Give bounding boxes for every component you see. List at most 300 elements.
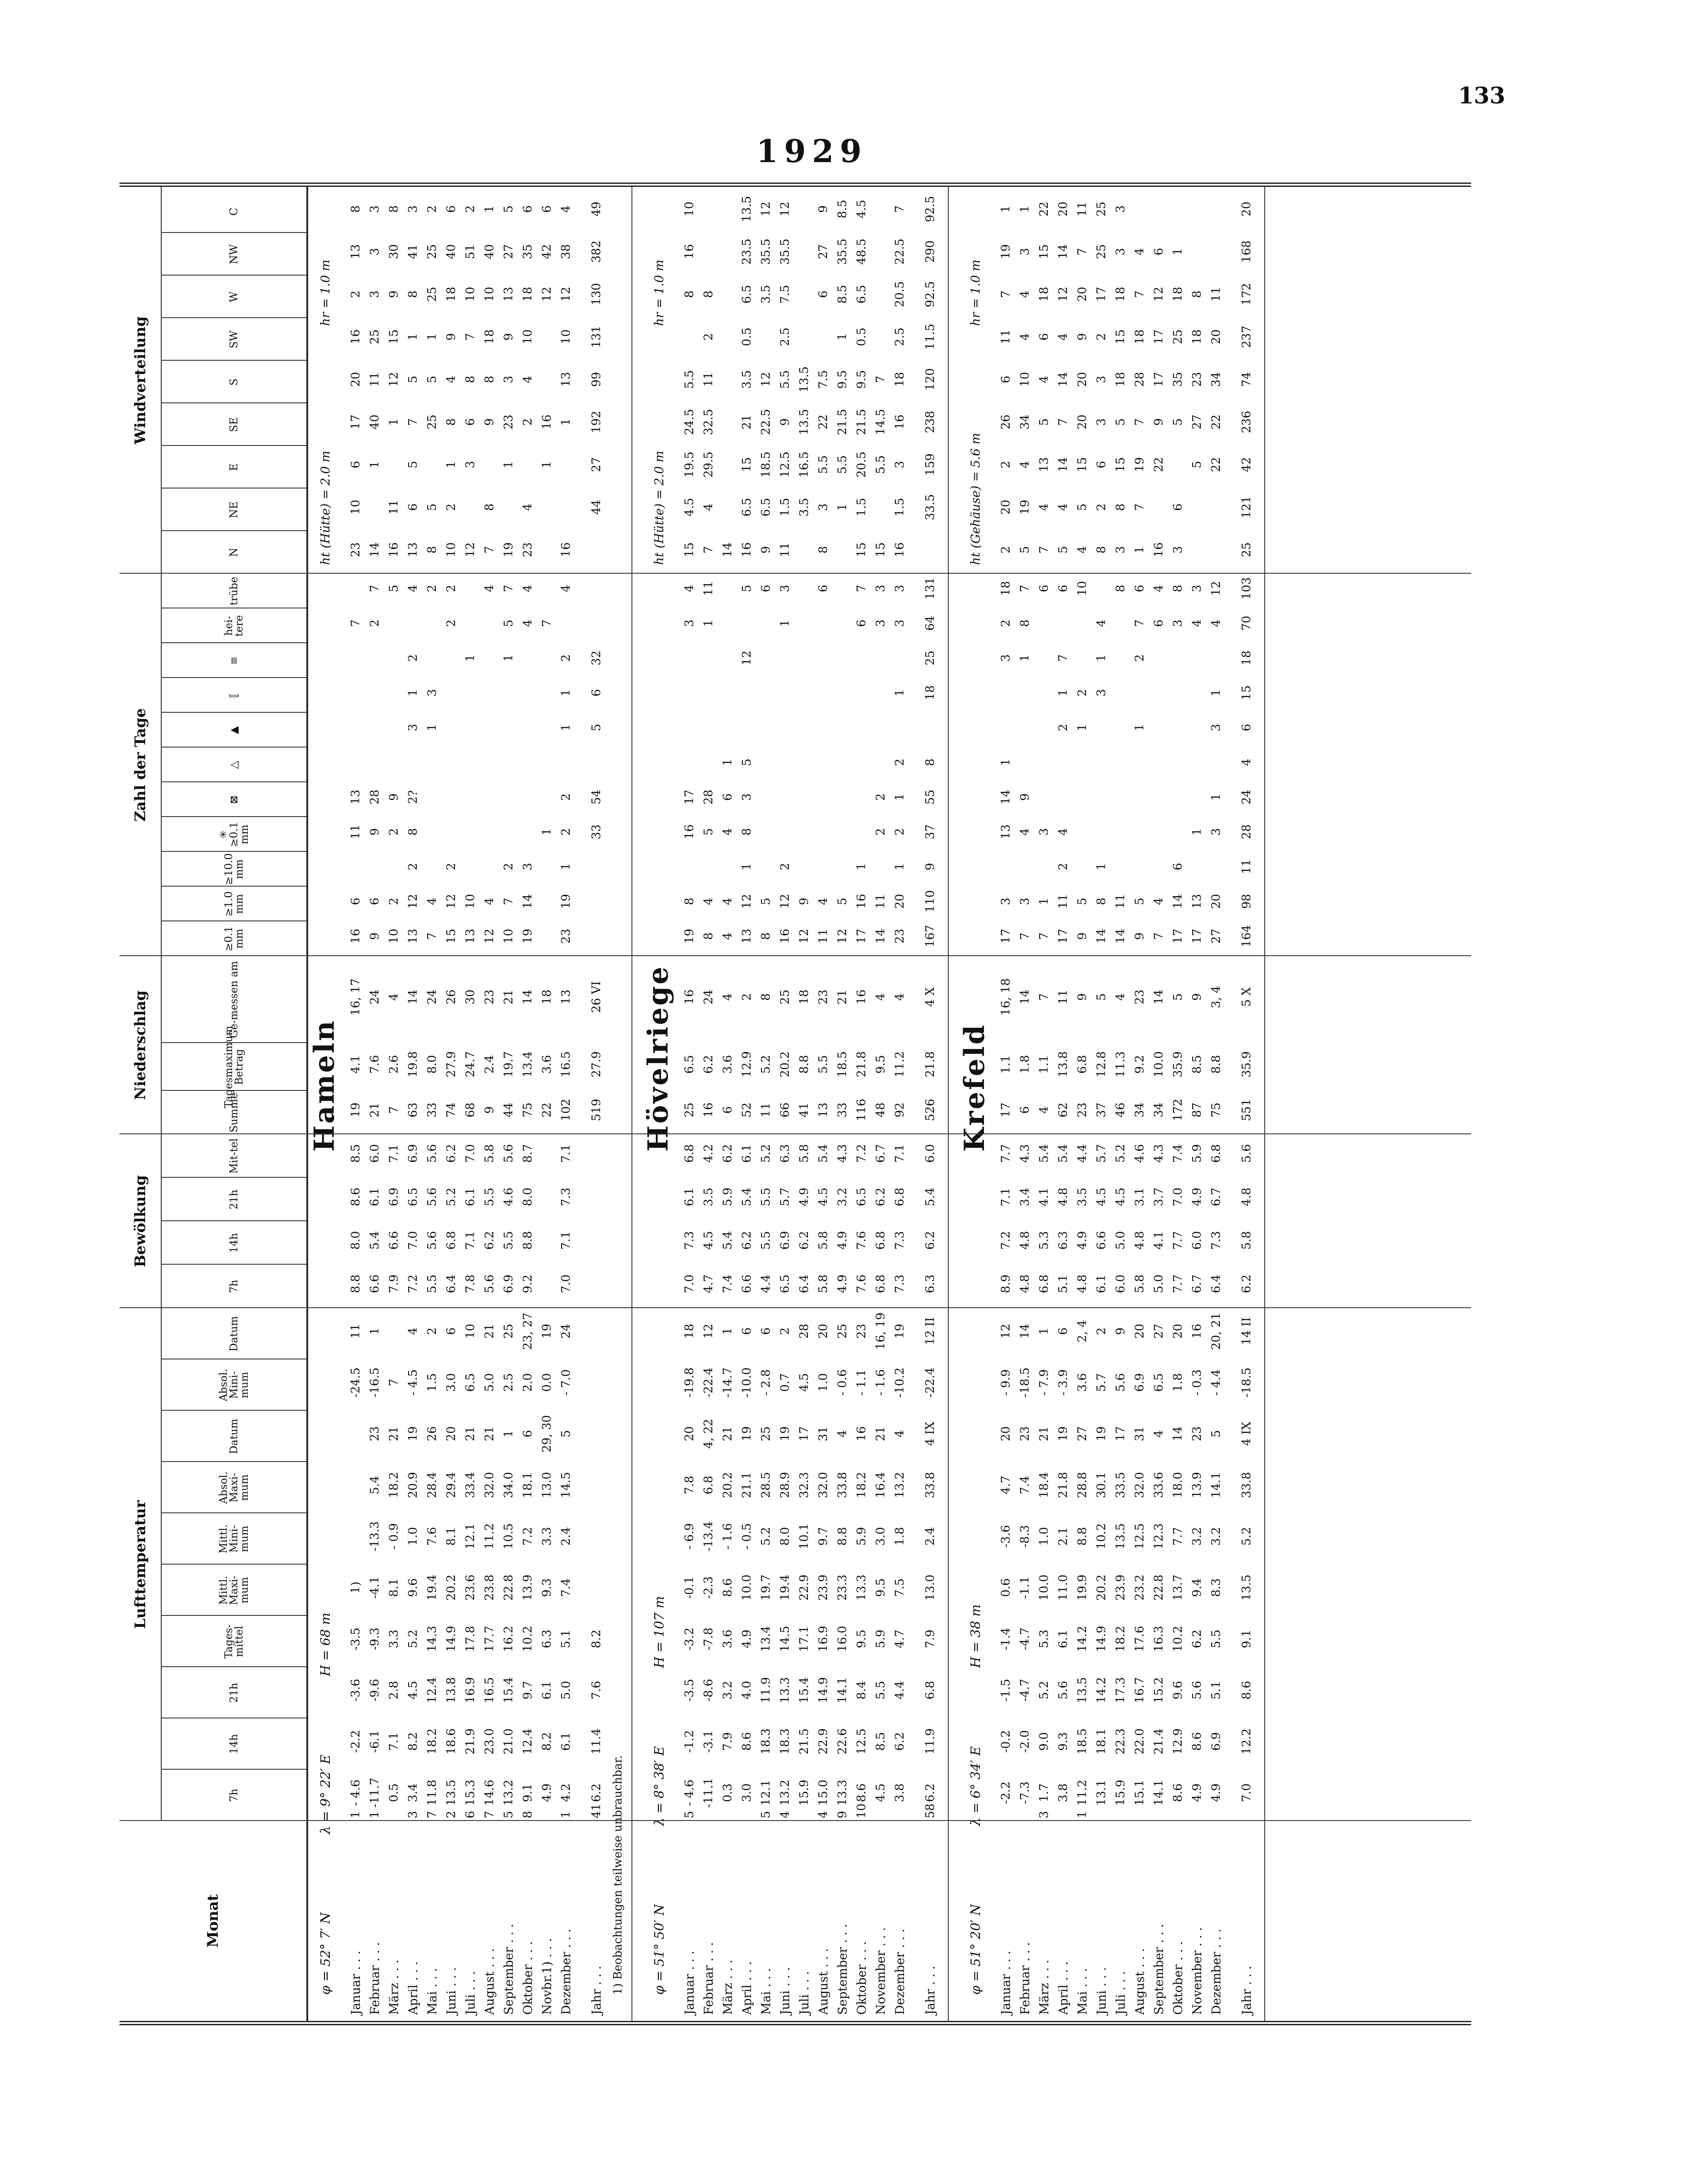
table-cell: 1 xyxy=(1018,654,1032,662)
page-number: 133 xyxy=(1458,83,1505,109)
table-cell: - 1.6 xyxy=(874,1369,887,1396)
table-cell: 18 xyxy=(1133,329,1146,345)
table-cell: 4.9 xyxy=(1190,1783,1204,1802)
table-cell: 23.9 xyxy=(1114,1574,1127,1601)
table-cell: -2.2 xyxy=(999,1781,1013,1804)
table-cell: 2.6 xyxy=(387,1055,401,1074)
table-cell: 116 xyxy=(855,1099,868,1121)
table-cell: 3 xyxy=(1095,689,1108,697)
table-cell: 22.8 xyxy=(502,1574,515,1601)
table-cell: 13.9 xyxy=(521,1574,535,1601)
table-cell: 20 xyxy=(1133,1323,1146,1339)
table-cell: -1.2 xyxy=(683,1730,696,1753)
table-cell: 6 xyxy=(349,461,362,468)
table-cell: 3.3 xyxy=(540,1527,554,1546)
table-cell: 58 xyxy=(924,1803,937,1818)
table-cell: 1 xyxy=(559,1811,573,1818)
month-label: Jahr . . . xyxy=(1239,1966,1254,2015)
table-cell: 3 xyxy=(683,619,696,627)
table-cell: 3.0 xyxy=(445,1373,458,1392)
table-cell: 19 xyxy=(1095,1426,1108,1442)
table-cell: 4 xyxy=(425,897,439,905)
table-cell: 3.6 xyxy=(1076,1373,1089,1392)
table-cell: 23.6 xyxy=(464,1574,477,1601)
table-cell: -10.0 xyxy=(740,1367,754,1398)
table-cell: 2 xyxy=(445,503,458,511)
table-cell: 6.8 xyxy=(1076,1055,1089,1074)
station-coordinates xyxy=(319,1535,332,1995)
table-cell: 131 xyxy=(924,577,937,600)
table-cell: 5.4 xyxy=(368,1475,382,1495)
table-cell: 4.9 xyxy=(540,1783,554,1802)
table-cell: 5 xyxy=(740,758,754,766)
table-cell: 21.8 xyxy=(924,1051,937,1078)
table-cell: 14 xyxy=(874,928,887,944)
table-cell: 27 xyxy=(817,244,830,259)
table-cell: 11.2 xyxy=(893,1051,907,1078)
table-cell: 35.9 xyxy=(1171,1051,1185,1078)
table-cell: 17 xyxy=(798,1426,811,1442)
table-cell: 7 xyxy=(1133,418,1146,426)
table-cell: 16.5 xyxy=(483,1677,496,1704)
table-row xyxy=(350,187,369,2021)
table-cell: 4.9 xyxy=(1190,1187,1204,1206)
table-cell: 16 xyxy=(683,989,696,1005)
column-header-21: ✳ ≥0.1 mm xyxy=(217,821,250,847)
table-cell: 34 xyxy=(1018,414,1032,430)
table-cell: 12 xyxy=(445,894,458,909)
table-cell: 28 xyxy=(798,1323,811,1339)
table-row xyxy=(894,187,913,2021)
table-cell: 14.9 xyxy=(445,1625,458,1652)
header-bewoelkung: Bewölkung xyxy=(120,1134,162,1308)
table-cell: 0.5 xyxy=(387,1783,401,1802)
table-cell: 4.9 xyxy=(798,1187,811,1206)
table-cell: 13 xyxy=(740,928,754,944)
table-cell: 20 xyxy=(1210,894,1223,909)
table-cell: 4.8 xyxy=(1018,1274,1032,1293)
table-cell: 4.8 xyxy=(1057,1187,1070,1206)
table-cell: 13.5 xyxy=(445,1779,458,1806)
table-cell: 29, 30 xyxy=(540,1415,554,1452)
table-cell: 4 xyxy=(521,585,535,592)
table-cell: 6 xyxy=(1240,724,1253,731)
table-cell: 32.0 xyxy=(817,1472,830,1499)
table-cell: 33.6 xyxy=(1152,1472,1166,1499)
table-cell: 10 xyxy=(464,286,477,302)
table-cell: 20 xyxy=(1171,1323,1185,1339)
table-cell: 8.5 xyxy=(349,1144,362,1163)
table-cell: 1 xyxy=(502,461,515,468)
table-cell: 4 xyxy=(1076,546,1089,554)
table-cell: 34 xyxy=(1152,1102,1166,1118)
table-cell: 10 xyxy=(387,928,401,944)
table-cell: 5 xyxy=(1210,1430,1223,1438)
table-row xyxy=(522,187,541,2021)
table-cell: 6.1 xyxy=(464,1187,477,1206)
table-cell: 4 xyxy=(778,1811,792,1818)
table-cell: 20 xyxy=(999,1426,1013,1442)
table-cell: 8 xyxy=(445,418,458,426)
table-cell: 23 xyxy=(893,928,907,944)
table-cell: 19.8 xyxy=(406,1051,420,1078)
table-cell: 24 xyxy=(702,989,715,1005)
table-cell: 2 xyxy=(999,461,1013,468)
table-cell: 1.5 xyxy=(778,498,792,517)
table-cell: 8 xyxy=(924,758,937,766)
month-label: Oktober . . . xyxy=(854,1941,869,2015)
table-cell: 23 xyxy=(817,989,830,1005)
table-cell: 1 xyxy=(425,333,439,341)
table-cell: 3 xyxy=(1190,585,1204,592)
table-cell: 4 xyxy=(521,619,535,627)
table-cell: 4.7 xyxy=(893,1629,907,1648)
table-cell: 6.1 xyxy=(368,1187,382,1206)
table-cell: 4 xyxy=(387,993,401,1001)
table-cell: 7 xyxy=(855,585,868,592)
table-cell: 15 xyxy=(683,542,696,558)
table-row xyxy=(760,187,779,2021)
table-cell: 9.5 xyxy=(874,1578,887,1597)
table-cell: 6 xyxy=(1095,461,1108,468)
table-cell: 19 xyxy=(1133,457,1146,472)
table-cell: 8 xyxy=(1018,619,1032,627)
table-cell: 12 xyxy=(1152,286,1166,302)
table-cell: 13 xyxy=(464,928,477,944)
table-cell: 6.6 xyxy=(740,1274,754,1293)
table-cell: 6 xyxy=(464,418,477,426)
table-cell: 5.8 xyxy=(798,1144,811,1163)
table-cell: 7.0 xyxy=(464,1144,477,1163)
table-cell: 21.9 xyxy=(464,1728,477,1755)
table-cell: 5.5 xyxy=(874,1681,887,1700)
header-niederschlag: Niederschlag xyxy=(120,956,162,1134)
table-cell: 5.4 xyxy=(924,1187,937,1206)
month-label: Juli . . . xyxy=(463,1971,478,2015)
table-cell: 6.2 xyxy=(1190,1629,1204,1648)
table-cell: 17 xyxy=(1190,928,1204,944)
table-cell: 6.2 xyxy=(702,1055,715,1074)
table-cell: 8 xyxy=(1171,585,1185,592)
table-cell: 1 xyxy=(559,418,573,426)
table-cell: 4 xyxy=(1037,1106,1051,1114)
table-cell: 2 xyxy=(368,619,382,627)
column-divider xyxy=(161,1512,306,1513)
table-cell: 3.6 xyxy=(721,1629,734,1648)
table-cell: 12 xyxy=(702,1323,715,1339)
table-cell: 7 xyxy=(483,1811,496,1818)
table-cell: 7.4 xyxy=(1018,1475,1032,1495)
table-cell: 13 xyxy=(349,244,362,259)
table-cell: 23, 27 xyxy=(521,1312,535,1350)
station-coordinates xyxy=(970,1526,983,1995)
table-cell: 0.0 xyxy=(540,1373,554,1392)
table-cell: 6.2 xyxy=(893,1732,907,1751)
table-cell: 14 xyxy=(1095,928,1108,944)
table-cell: 8.6 xyxy=(740,1732,754,1751)
table-cell: 6 xyxy=(445,1327,458,1335)
table-row xyxy=(856,187,875,2021)
table-cell: 15 xyxy=(740,457,754,472)
column-divider xyxy=(161,1410,306,1411)
table-cell: 6.8 xyxy=(683,1144,696,1163)
table-header xyxy=(120,187,308,2021)
table-cell: 16 xyxy=(855,989,868,1005)
table-cell: 3.7 xyxy=(1152,1187,1166,1206)
table-cell: 25 xyxy=(425,286,439,302)
table-cell: 9.5 xyxy=(874,1055,887,1074)
table-cell: 8.6 xyxy=(1190,1732,1204,1751)
table-cell: 1 xyxy=(893,793,907,801)
table-cell: 0.7 xyxy=(778,1373,792,1392)
table-cell: 8.8 xyxy=(349,1274,362,1293)
table-cell: 22.6 xyxy=(836,1728,849,1755)
coordinate-value: λ = 8° 38′ E xyxy=(652,1746,667,1826)
table-cell: 9.3 xyxy=(1057,1732,1070,1751)
table-cell: 13.7 xyxy=(1171,1574,1185,1601)
table-cell: 7 xyxy=(702,546,715,554)
table-cell: 13.5 xyxy=(798,409,811,435)
table-cell: 14 xyxy=(521,894,535,909)
table-cell: 14 xyxy=(1114,928,1127,944)
table-cell: 5.3 xyxy=(1037,1231,1051,1250)
table-cell: 12.4 xyxy=(521,1728,535,1755)
table-cell: -4.7 xyxy=(1018,1627,1032,1651)
table-cell: 16 xyxy=(1190,1323,1204,1339)
table-cell: 5.6 xyxy=(483,1274,496,1293)
table-cell: 4 IX xyxy=(924,1422,937,1446)
table-cell: 9.2 xyxy=(521,1274,535,1293)
month-label: Dezember . . . xyxy=(559,1928,573,2015)
table-row xyxy=(924,187,944,2021)
table-cell: 7 xyxy=(502,585,515,592)
table-cell: -3.2 xyxy=(683,1627,696,1651)
table-cell: 18 xyxy=(683,1323,696,1339)
table-cell: 1.8 xyxy=(893,1527,907,1546)
table-cell: 11.8 xyxy=(425,1779,439,1806)
table-cell: 1 xyxy=(406,333,420,341)
table-cell: 9.7 xyxy=(817,1527,830,1546)
table-cell: 23 xyxy=(1018,1426,1032,1442)
table-cell: 4 xyxy=(1240,758,1253,766)
table-cell: 98 xyxy=(1240,894,1253,909)
table-cell: 7.6 xyxy=(855,1231,868,1250)
table-cell: 9 xyxy=(368,828,382,836)
table-cell: 8.1 xyxy=(445,1527,458,1546)
table-cell: 4 xyxy=(406,585,420,592)
table-cell: 17.3 xyxy=(1114,1677,1127,1704)
table-cell: -19.8 xyxy=(683,1367,696,1398)
table-cell: 5.6 xyxy=(425,1231,439,1250)
table-cell: - 7.0 xyxy=(559,1369,573,1396)
table-cell: 4.3 xyxy=(1018,1144,1032,1163)
table-cell: 7.2 xyxy=(406,1274,420,1293)
column-divider xyxy=(161,642,306,643)
table-cell: 7.9 xyxy=(924,1629,937,1648)
table-cell: 15 xyxy=(1114,329,1127,345)
table-cell: 8 xyxy=(759,993,773,1001)
table-cell: 18 xyxy=(893,372,907,387)
month-label: Februar . . . xyxy=(701,1942,716,2015)
table-cell: 7 xyxy=(1037,993,1051,1001)
table-cell: 11 xyxy=(874,894,887,909)
coordinate-value: λ = 6° 34′ E xyxy=(968,1746,984,1826)
table-cell: 21.0 xyxy=(502,1728,515,1755)
table-cell: 10 xyxy=(559,329,573,345)
table-cell: 7.3 xyxy=(559,1187,573,1206)
table-cell: 2 xyxy=(1057,863,1070,871)
table-cell: 7.5 xyxy=(778,285,792,304)
table-cell: 4 xyxy=(721,932,734,940)
table-cell: 15 xyxy=(1076,457,1089,472)
table-cell: 14 xyxy=(1018,989,1032,1005)
table-cell: 5.5 xyxy=(817,455,830,474)
table-cell: 32.0 xyxy=(483,1472,496,1499)
table-cell: 21.8 xyxy=(855,1051,868,1078)
table-cell: 6 xyxy=(1037,585,1051,592)
table-cell: 12 xyxy=(406,894,420,909)
table-cell: 21 xyxy=(387,1426,401,1442)
table-cell: 34 xyxy=(1133,1102,1146,1118)
month-label: August . . . xyxy=(816,1948,831,2015)
table-cell: 15.4 xyxy=(798,1677,811,1704)
table-cell: 1.0 xyxy=(817,1373,830,1392)
table-cell: 2 xyxy=(425,585,439,592)
table-cell: 13.0 xyxy=(924,1574,937,1601)
table-cell: 4.5 xyxy=(855,199,868,219)
table-cell: 6.6 xyxy=(368,1274,382,1293)
table-cell: 6.3 xyxy=(1057,1231,1070,1250)
table-cell: 14 xyxy=(721,542,734,558)
table-cell: 7.3 xyxy=(893,1274,907,1293)
table-cell: 6.5 xyxy=(778,1274,792,1293)
table-cell: 9.6 xyxy=(406,1578,420,1597)
table-cell: 2 xyxy=(893,758,907,766)
table-cell: 26 xyxy=(999,414,1013,430)
table-cell: 18.5 xyxy=(836,1051,849,1078)
table-cell: 5 xyxy=(759,897,773,905)
table-cell: 4 xyxy=(1018,290,1032,298)
month-label: Mai . . . xyxy=(425,1968,439,2015)
table-cell: 22.0 xyxy=(1133,1728,1146,1755)
column-header-17: Ge-messen am xyxy=(227,961,240,1038)
table-cell: 4.1 xyxy=(349,1055,362,1074)
table-cell: 14.1 xyxy=(1210,1472,1223,1499)
table-cell: 4 xyxy=(1018,461,1032,468)
table-cell: 11 xyxy=(1076,201,1089,217)
table-cell: 1 xyxy=(721,1327,734,1335)
table-cell: 23.8 xyxy=(483,1574,496,1601)
column-header-12: 14h xyxy=(227,1233,240,1253)
table-cell: 13 xyxy=(559,372,573,387)
table-cell: 20 xyxy=(1057,201,1070,217)
month-label: Januar . . . xyxy=(999,1950,1013,2015)
table-cell: -10.2 xyxy=(893,1367,907,1398)
table-cell: 13 xyxy=(502,286,515,302)
table-cell: 5 xyxy=(590,724,603,731)
table-cell: 4.5 xyxy=(1095,1187,1108,1206)
table-cell: 8.0 xyxy=(521,1187,535,1206)
table-cell: 3.6 xyxy=(721,1055,734,1074)
table-cell: 6.2 xyxy=(798,1231,811,1250)
column-header-11: 7h xyxy=(227,1279,240,1293)
table-cell: 15.2 xyxy=(1152,1677,1166,1704)
table-cell: 13.5 xyxy=(740,196,754,223)
table-cell: 48 xyxy=(874,1102,887,1118)
table-cell: 5 xyxy=(1076,897,1089,905)
table-cell: 2.4 xyxy=(559,1527,573,1546)
table-cell: -3.1 xyxy=(702,1730,715,1753)
table-cell: 8 xyxy=(349,205,362,213)
table-cell: 6 xyxy=(721,793,734,801)
table-cell: 6 xyxy=(368,897,382,905)
table-cell: 5 xyxy=(387,585,401,592)
table-cell: 4.0 xyxy=(740,1681,754,1700)
table-cell: -2.2 xyxy=(349,1730,362,1753)
table-cell: 7.8 xyxy=(464,1274,477,1293)
table-cell: 4 xyxy=(1152,1430,1166,1438)
table-cell: 6.4 xyxy=(1210,1274,1223,1293)
table-cell: -18.5 xyxy=(1018,1367,1032,1398)
table-cell: 8.0 xyxy=(778,1527,792,1546)
table-cell: 130 xyxy=(590,283,603,306)
table-cell: 8.5 xyxy=(874,1732,887,1751)
table-cell: 12 xyxy=(798,928,811,944)
column-header-27: hei-tere xyxy=(222,615,245,637)
table-cell: 7 xyxy=(1076,248,1089,256)
table-row xyxy=(407,187,426,2021)
month-label: September . . . xyxy=(1152,1924,1166,2015)
table-cell: 3 xyxy=(1018,897,1032,905)
table-cell: 11 xyxy=(759,1102,773,1118)
table-cell: 10 xyxy=(1018,372,1032,387)
table-cell: 28 xyxy=(702,789,715,805)
table-cell: 12.8 xyxy=(1095,1051,1108,1078)
table-cell: -4.7 xyxy=(1018,1678,1032,1702)
table-cell: 19 xyxy=(1018,499,1032,515)
table-cell: 18.2 xyxy=(425,1728,439,1755)
table-cell: 23.2 xyxy=(1133,1574,1146,1601)
table-cell: 13 xyxy=(349,789,362,805)
column-divider xyxy=(161,816,306,817)
table-cell: 2 xyxy=(874,793,887,801)
table-cell: 4 xyxy=(483,585,496,592)
table-cell: 5 xyxy=(1171,418,1185,426)
table-cell: 5.2 xyxy=(1114,1144,1127,1163)
table-cell: 17 xyxy=(1152,329,1166,345)
table-cell: 6 xyxy=(817,585,830,592)
table-cell: 8.3 xyxy=(1210,1578,1223,1597)
month-label: Februar . . . xyxy=(1018,1942,1032,2015)
table-cell: 6 xyxy=(759,585,773,592)
table-cell: -4.1 xyxy=(368,1576,382,1599)
table-cell: 2 xyxy=(874,828,887,836)
table-cell: 13 xyxy=(1037,457,1051,472)
table-cell: 4.5 xyxy=(817,1187,830,1206)
table-cell: 23 xyxy=(521,542,535,558)
table-cell: 35 xyxy=(1171,372,1185,387)
table-cell: 9 xyxy=(445,333,458,341)
table-cell: 6 xyxy=(445,205,458,213)
table-cell: 551 xyxy=(1240,1099,1253,1121)
table-cell: 4.7 xyxy=(702,1274,715,1293)
table-cell: 28 xyxy=(1133,372,1146,387)
table-cell: 6.5 xyxy=(855,285,868,304)
table-cell: 11.5 xyxy=(924,323,937,350)
table-cell: 44 xyxy=(590,499,603,515)
table-cell: 9 xyxy=(817,205,830,213)
table-cell: 5 xyxy=(502,205,515,213)
